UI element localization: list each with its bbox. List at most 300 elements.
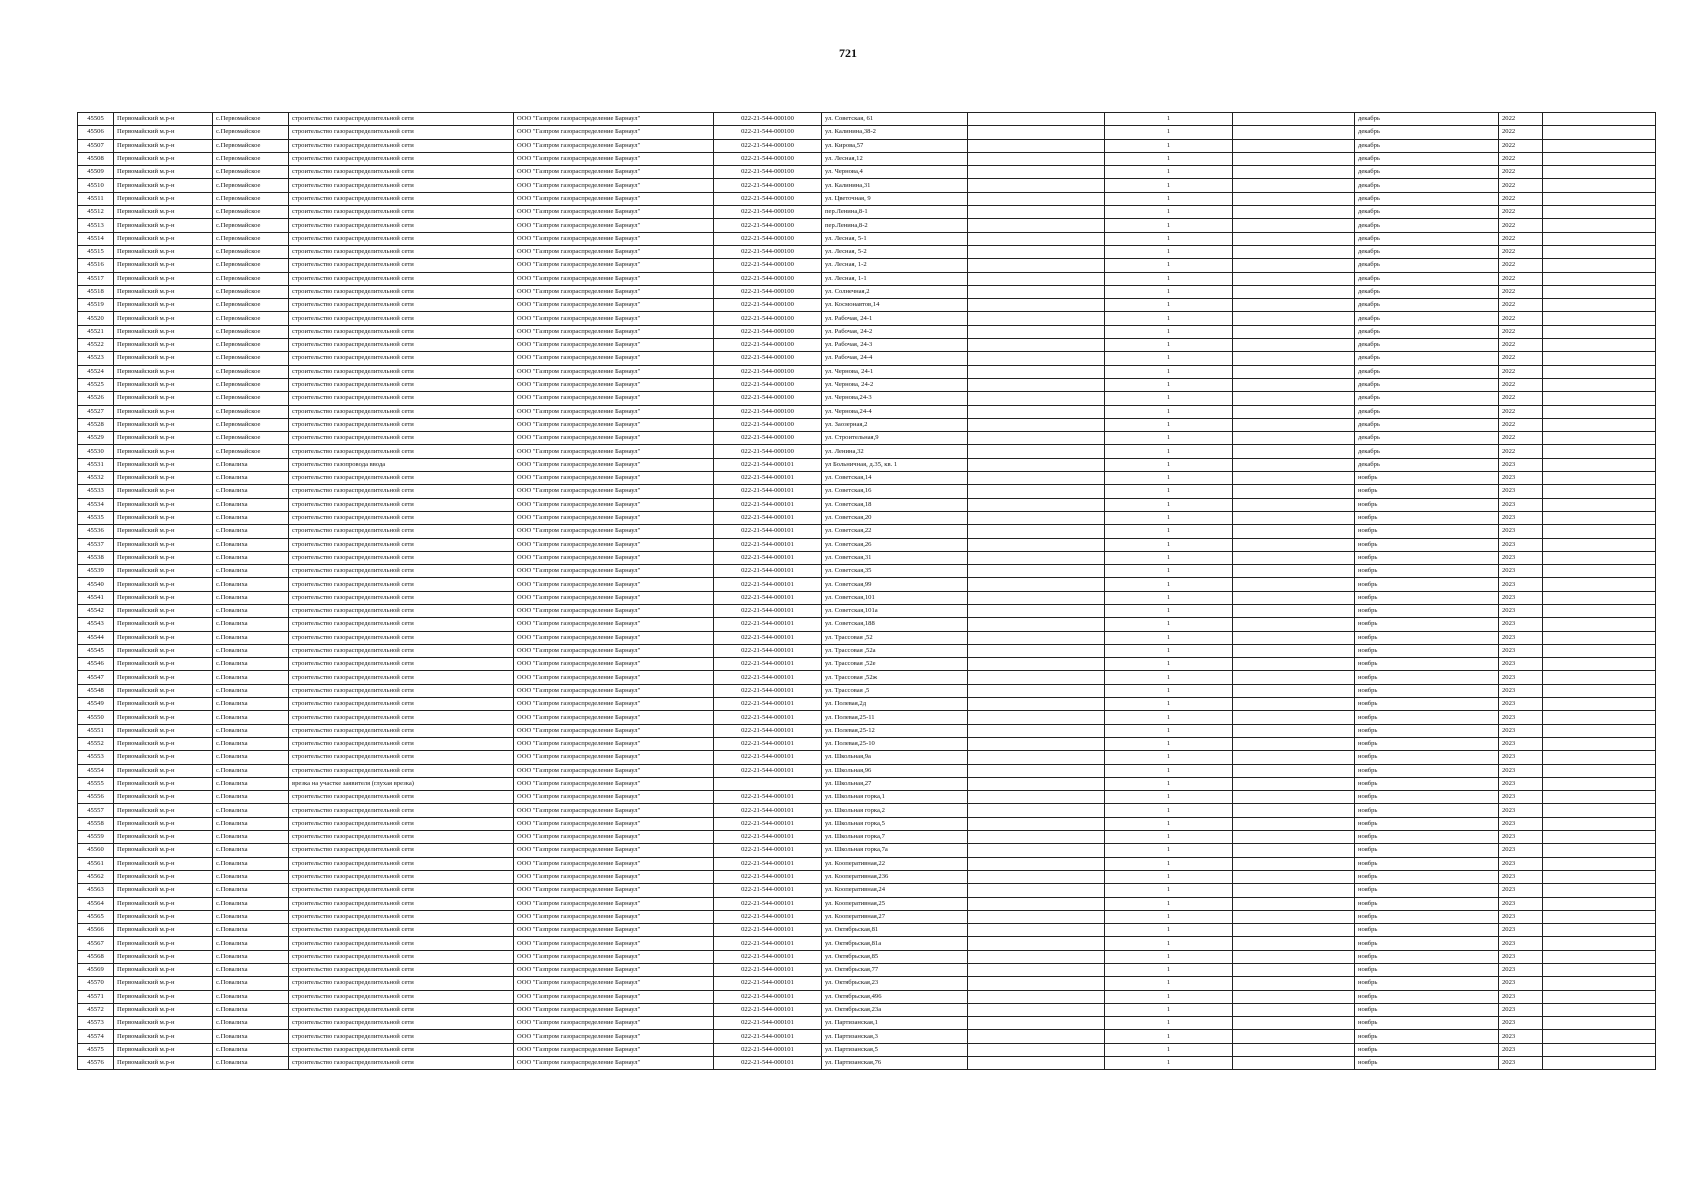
table-row — [78, 325, 1656, 338]
cell-contract-number: 022-21-544-000100 — [714, 272, 822, 285]
cell-empty — [968, 950, 1105, 963]
cell-quantity: 1 — [1105, 804, 1233, 817]
cell-empty — [1543, 113, 1656, 126]
cell-address: ул. Советская,16 — [822, 485, 968, 498]
cell-year: 2022 — [1499, 139, 1543, 152]
cell-contract-number: 022-21-544-000101 — [714, 910, 822, 923]
cell-quantity: 1 — [1105, 245, 1233, 258]
cell-year: 2022 — [1499, 378, 1543, 391]
cell-locality: с.Повалиха — [213, 498, 289, 511]
table-row — [78, 458, 1656, 471]
cell-work-type: строительство газораспределительной сети — [289, 924, 514, 937]
cell-id: 45557 — [78, 804, 114, 817]
cell-work-type: строительство газораспределительной сети — [289, 139, 514, 152]
cell-work-type: строительство газораспределительной сети — [289, 325, 514, 338]
cell-locality: с.Повалиха — [213, 525, 289, 538]
cell-id: 45527 — [78, 405, 114, 418]
cell-district: Первомайский м.р-н — [114, 950, 213, 963]
cell-empty — [968, 285, 1105, 298]
cell-year: 2022 — [1499, 245, 1543, 258]
cell-district: Первомайский м.р-н — [114, 764, 213, 777]
cell-quantity: 1 — [1105, 964, 1233, 977]
cell-address: ул. Лесная,12 — [822, 152, 968, 165]
cell-contract-number: 022-21-544-000100 — [714, 285, 822, 298]
cell-work-type: строительство газораспределительной сети — [289, 724, 514, 737]
cell-quantity: 1 — [1105, 950, 1233, 963]
cell-work-type: строительство газораспределительной сети — [289, 339, 514, 352]
cell-work-type: строительство газораспределительной сети — [289, 578, 514, 591]
cell-empty — [968, 804, 1105, 817]
cell-month: ноябрь — [1355, 937, 1499, 950]
cell-empty — [968, 817, 1105, 830]
cell-empty — [1233, 671, 1355, 684]
cell-year: 2023 — [1499, 644, 1543, 657]
cell-quantity: 1 — [1105, 777, 1233, 790]
cell-address: ул. Трассовая ,5 — [822, 684, 968, 697]
cell-district: Первомайский м.р-н — [114, 285, 213, 298]
cell-month: ноябрь — [1355, 817, 1499, 830]
cell-locality: с.Повалиха — [213, 737, 289, 750]
cell-address: ул. Трассовая ,52е — [822, 658, 968, 671]
cell-month: ноябрь — [1355, 964, 1499, 977]
cell-empty — [968, 777, 1105, 790]
cell-month: ноябрь — [1355, 1057, 1499, 1070]
cell-empty — [1543, 884, 1656, 897]
cell-id: 45560 — [78, 844, 114, 857]
cell-locality: с.Первомайское — [213, 352, 289, 365]
cell-quantity: 1 — [1105, 751, 1233, 764]
cell-work-type: строительство газораспределительной сети — [289, 551, 514, 564]
cell-empty — [1233, 245, 1355, 258]
cell-empty — [1233, 458, 1355, 471]
cell-year: 2023 — [1499, 910, 1543, 923]
cell-year: 2023 — [1499, 591, 1543, 604]
cell-id: 45535 — [78, 511, 114, 524]
cell-locality: с.Первомайское — [213, 245, 289, 258]
cell-quantity: 1 — [1105, 711, 1233, 724]
cell-id: 45517 — [78, 272, 114, 285]
cell-year: 2022 — [1499, 179, 1543, 192]
cell-locality: с.Повалиха — [213, 910, 289, 923]
cell-month: ноябрь — [1355, 565, 1499, 578]
cell-id: 45506 — [78, 126, 114, 139]
cell-month: декабрь — [1355, 312, 1499, 325]
cell-work-type: строительство газораспределительной сети — [289, 1057, 514, 1070]
cell-work-type: строительство газораспределительной сети — [289, 910, 514, 923]
cell-empty — [1543, 937, 1656, 950]
cell-empty — [968, 538, 1105, 551]
cell-empty — [1233, 791, 1355, 804]
cell-empty — [1543, 259, 1656, 272]
cell-organization: ООО "Газпром газораспределение Барнаул" — [514, 737, 714, 750]
cell-contract-number: 022-21-544-000100 — [714, 339, 822, 352]
cell-empty — [1233, 977, 1355, 990]
cell-empty — [1233, 751, 1355, 764]
cell-month: ноябрь — [1355, 525, 1499, 538]
cell-contract-number: 022-21-544-000101 — [714, 817, 822, 830]
cell-year: 2023 — [1499, 711, 1543, 724]
cell-empty — [1543, 365, 1656, 378]
cell-work-type: строительство газораспределительной сети — [289, 831, 514, 844]
cell-id: 45518 — [78, 285, 114, 298]
cell-quantity: 1 — [1105, 684, 1233, 697]
cell-work-type: строительство газораспределительной сети — [289, 206, 514, 219]
cell-locality: с.Повалиха — [213, 644, 289, 657]
cell-work-type: строительство газораспределительной сети — [289, 671, 514, 684]
cell-address: ул. Полевая,25-12 — [822, 724, 968, 737]
table-row — [78, 644, 1656, 657]
cell-address: ул. Школьная,96 — [822, 764, 968, 777]
cell-address: ул. Партизанская,3 — [822, 1030, 968, 1043]
cell-locality: с.Повалиха — [213, 604, 289, 617]
cell-empty — [1233, 658, 1355, 671]
cell-id: 45516 — [78, 259, 114, 272]
cell-quantity: 1 — [1105, 764, 1233, 777]
cell-address: ул. Кооперативная,22 — [822, 857, 968, 870]
cell-organization: ООО "Газпром газораспределение Барнаул" — [514, 791, 714, 804]
cell-empty — [968, 924, 1105, 937]
cell-empty — [1543, 764, 1656, 777]
cell-district: Первомайский м.р-н — [114, 312, 213, 325]
cell-year: 2023 — [1499, 525, 1543, 538]
cell-address: ул. Чернова,24-4 — [822, 405, 968, 418]
cell-empty — [968, 179, 1105, 192]
cell-month: декабрь — [1355, 365, 1499, 378]
cell-month: ноябрь — [1355, 498, 1499, 511]
cell-locality: с.Повалиха — [213, 1017, 289, 1030]
cell-work-type: строительство газораспределительной сети — [289, 684, 514, 697]
table-row — [78, 924, 1656, 937]
cell-address: ул. Трассовая ,52ж — [822, 671, 968, 684]
table-row — [78, 472, 1656, 485]
cell-work-type: строительство газораспределительной сети — [289, 365, 514, 378]
cell-empty — [1233, 206, 1355, 219]
cell-empty — [1543, 777, 1656, 790]
cell-district: Первомайский м.р-н — [114, 152, 213, 165]
cell-empty — [1233, 764, 1355, 777]
cell-year: 2023 — [1499, 950, 1543, 963]
cell-work-type: строительство газораспределительной сети — [289, 113, 514, 126]
cell-quantity: 1 — [1105, 658, 1233, 671]
cell-empty — [1233, 365, 1355, 378]
cell-organization: ООО "Газпром газораспределение Барнаул" — [514, 511, 714, 524]
cell-locality: с.Первомайское — [213, 285, 289, 298]
cell-empty — [1543, 724, 1656, 737]
cell-locality: с.Повалиха — [213, 458, 289, 471]
cell-district: Первомайский м.р-н — [114, 498, 213, 511]
cell-empty — [1233, 139, 1355, 152]
cell-district: Первомайский м.р-н — [114, 924, 213, 937]
cell-district: Первомайский м.р-н — [114, 219, 213, 232]
cell-empty — [1233, 272, 1355, 285]
cell-contract-number: 022-21-544-000101 — [714, 950, 822, 963]
cell-quantity: 1 — [1105, 432, 1233, 445]
cell-id: 45563 — [78, 884, 114, 897]
cell-id: 45520 — [78, 312, 114, 325]
cell-empty — [1543, 618, 1656, 631]
cell-empty — [1543, 897, 1656, 910]
cell-empty — [1233, 152, 1355, 165]
cell-work-type: строительство газораспределительной сети — [289, 179, 514, 192]
cell-organization: ООО "Газпром газораспределение Барнаул" — [514, 1043, 714, 1056]
cell-empty — [1233, 113, 1355, 126]
cell-id: 45515 — [78, 245, 114, 258]
cell-address: ул. Советская,22 — [822, 525, 968, 538]
cell-district: Первомайский м.р-н — [114, 245, 213, 258]
cell-address: ул. Советская,31 — [822, 551, 968, 564]
cell-empty — [1233, 1030, 1355, 1043]
cell-year: 2022 — [1499, 166, 1543, 179]
cell-id: 45511 — [78, 192, 114, 205]
cell-contract-number: 022-21-544-000101 — [714, 684, 822, 697]
cell-contract-number: 022-21-544-000100 — [714, 245, 822, 258]
cell-district: Первомайский м.р-н — [114, 525, 213, 538]
cell-empty — [968, 418, 1105, 431]
cell-organization: ООО "Газпром газораспределение Барнаул" — [514, 724, 714, 737]
cell-organization: ООО "Газпром газораспределение Барнаул" — [514, 179, 714, 192]
cell-address: ул. Школьная горка,1 — [822, 791, 968, 804]
cell-address: ул. Партизанская,76 — [822, 1057, 968, 1070]
cell-quantity: 1 — [1105, 352, 1233, 365]
cell-district: Первомайский м.р-н — [114, 937, 213, 950]
cell-work-type: строительство газораспределительной сети — [289, 1043, 514, 1056]
cell-address: ул. Трассовая ,52 — [822, 631, 968, 644]
cell-year: 2022 — [1499, 285, 1543, 298]
cell-district: Первомайский м.р-н — [114, 698, 213, 711]
cell-work-type: строительство газораспределительной сети — [289, 219, 514, 232]
cell-year: 2023 — [1499, 498, 1543, 511]
cell-empty — [1233, 565, 1355, 578]
cell-address: ул. Школьная,9а — [822, 751, 968, 764]
cell-empty — [1543, 977, 1656, 990]
cell-empty — [1543, 1030, 1656, 1043]
cell-work-type: строительство газораспределительной сети — [289, 192, 514, 205]
cell-contract-number: 022-21-544-000101 — [714, 791, 822, 804]
cell-organization: ООО "Газпром газораспределение Барнаул" — [514, 698, 714, 711]
cell-empty — [1233, 950, 1355, 963]
cell-year: 2023 — [1499, 884, 1543, 897]
cell-contract-number: 022-21-544-000100 — [714, 418, 822, 431]
cell-organization: ООО "Газпром газораспределение Барнаул" — [514, 1057, 714, 1070]
cell-district: Первомайский м.р-н — [114, 458, 213, 471]
cell-year: 2022 — [1499, 152, 1543, 165]
table-row — [78, 897, 1656, 910]
cell-year: 2023 — [1499, 870, 1543, 883]
cell-address: ул. Школьная горка,5 — [822, 817, 968, 830]
cell-year: 2023 — [1499, 538, 1543, 551]
cell-work-type: строительство газораспределительной сети — [289, 299, 514, 312]
cell-organization: ООО "Газпром газораспределение Барнаул" — [514, 684, 714, 697]
cell-empty — [1543, 964, 1656, 977]
cell-work-type: строительство газораспределительной сети — [289, 737, 514, 750]
cell-district: Первомайский м.р-н — [114, 206, 213, 219]
cell-year: 2022 — [1499, 325, 1543, 338]
cell-empty — [1233, 578, 1355, 591]
cell-empty — [1543, 671, 1656, 684]
cell-empty — [1233, 884, 1355, 897]
cell-locality: с.Повалиха — [213, 884, 289, 897]
cell-district: Первомайский м.р-н — [114, 870, 213, 883]
cell-district: Первомайский м.р-н — [114, 1030, 213, 1043]
cell-quantity: 1 — [1105, 897, 1233, 910]
cell-quantity: 1 — [1105, 857, 1233, 870]
cell-organization: ООО "Газпром газораспределение Барнаул" — [514, 897, 714, 910]
cell-id: 45558 — [78, 817, 114, 830]
cell-empty — [968, 870, 1105, 883]
cell-locality: с.Первомайское — [213, 219, 289, 232]
cell-contract-number: 022-21-544-000100 — [714, 179, 822, 192]
cell-empty — [1543, 219, 1656, 232]
cell-contract-number: 022-21-544-000101 — [714, 751, 822, 764]
table-row — [78, 378, 1656, 391]
cell-empty — [1543, 485, 1656, 498]
cell-empty — [1543, 352, 1656, 365]
cell-organization: ООО "Газпром газораспределение Барнаул" — [514, 924, 714, 937]
cell-district: Первомайский м.р-н — [114, 565, 213, 578]
cell-district: Первомайский м.р-н — [114, 1003, 213, 1016]
cell-empty — [1543, 631, 1656, 644]
cell-work-type: строительство газораспределительной сети — [289, 950, 514, 963]
cell-district: Первомайский м.р-н — [114, 977, 213, 990]
cell-locality: с.Повалиха — [213, 618, 289, 631]
table-row — [78, 179, 1656, 192]
cell-work-type: строительство газораспределительной сети — [289, 990, 514, 1003]
cell-empty — [968, 299, 1105, 312]
cell-work-type: строительство газораспределительной сети — [289, 352, 514, 365]
cell-month: ноябрь — [1355, 977, 1499, 990]
cell-empty — [968, 259, 1105, 272]
cell-district: Первомайский м.р-н — [114, 910, 213, 923]
cell-month: декабрь — [1355, 139, 1499, 152]
cell-locality: с.Повалиха — [213, 472, 289, 485]
cell-quantity: 1 — [1105, 791, 1233, 804]
cell-empty — [968, 631, 1105, 644]
cell-contract-number: 022-21-544-000101 — [714, 831, 822, 844]
cell-month: ноябрь — [1355, 684, 1499, 697]
cell-month: декабрь — [1355, 325, 1499, 338]
cell-empty — [968, 405, 1105, 418]
cell-empty — [1233, 1057, 1355, 1070]
cell-month: ноябрь — [1355, 737, 1499, 750]
cell-year: 2023 — [1499, 764, 1543, 777]
cell-quantity: 1 — [1105, 219, 1233, 232]
cell-locality: с.Повалиха — [213, 578, 289, 591]
cell-organization: ООО "Газпром газораспределение Барнаул" — [514, 113, 714, 126]
cell-organization: ООО "Газпром газораспределение Барнаул" — [514, 418, 714, 431]
cell-empty — [1543, 511, 1656, 524]
cell-work-type: строительство газораспределительной сети — [289, 432, 514, 445]
cell-address: ул. Школьная горка,2 — [822, 804, 968, 817]
cell-quantity: 1 — [1105, 166, 1233, 179]
cell-empty — [1543, 551, 1656, 564]
cell-district: Первомайский м.р-н — [114, 126, 213, 139]
cell-contract-number: 022-21-544-000100 — [714, 192, 822, 205]
cell-contract-number: 022-21-544-000101 — [714, 711, 822, 724]
cell-month: ноябрь — [1355, 511, 1499, 524]
table-row — [78, 538, 1656, 551]
cell-district: Первомайский м.р-н — [114, 538, 213, 551]
cell-contract-number: 022-21-544-000100 — [714, 232, 822, 245]
cell-contract-number: 022-21-544-000101 — [714, 1043, 822, 1056]
cell-district: Первомайский м.р-н — [114, 804, 213, 817]
cell-address: ул. Октябрьская,23 — [822, 977, 968, 990]
cell-empty — [1233, 192, 1355, 205]
cell-district: Первомайский м.р-н — [114, 472, 213, 485]
cell-quantity: 1 — [1105, 405, 1233, 418]
cell-id: 45569 — [78, 964, 114, 977]
cell-work-type: строительство газораспределительной сети — [289, 791, 514, 804]
table-row — [78, 245, 1656, 258]
cell-district: Первомайский м.р-н — [114, 432, 213, 445]
cell-work-type: строительство газораспределительной сети — [289, 285, 514, 298]
cell-id: 45505 — [78, 113, 114, 126]
cell-empty — [1233, 937, 1355, 950]
cell-organization: ООО "Газпром газораспределение Барнаул" — [514, 472, 714, 485]
cell-year: 2022 — [1499, 445, 1543, 458]
cell-empty — [1233, 392, 1355, 405]
cell-empty — [1233, 737, 1355, 750]
cell-empty — [1543, 432, 1656, 445]
cell-empty — [968, 990, 1105, 1003]
cell-locality: с.Первомайское — [213, 152, 289, 165]
cell-empty — [1543, 844, 1656, 857]
cell-work-type: строительство газораспределительной сети — [289, 312, 514, 325]
cell-locality: с.Первомайское — [213, 232, 289, 245]
cell-empty — [1543, 924, 1656, 937]
cell-work-type: строительство газораспределительной сети — [289, 511, 514, 524]
cell-month: декабрь — [1355, 113, 1499, 126]
cell-empty — [1543, 791, 1656, 804]
cell-locality: с.Первомайское — [213, 206, 289, 219]
cell-empty — [1233, 924, 1355, 937]
cell-work-type: строительство газораспределительной сети — [289, 964, 514, 977]
cell-work-type: строительство газораспределительной сети — [289, 698, 514, 711]
cell-year: 2023 — [1499, 578, 1543, 591]
cell-empty — [968, 751, 1105, 764]
cell-empty — [1233, 339, 1355, 352]
cell-district: Первомайский м.р-н — [114, 192, 213, 205]
cell-district: Первомайский м.р-н — [114, 139, 213, 152]
cell-month: ноябрь — [1355, 844, 1499, 857]
cell-organization: ООО "Газпром газораспределение Барнаул" — [514, 990, 714, 1003]
cell-contract-number: 022-21-544-000100 — [714, 126, 822, 139]
cell-month: ноябрь — [1355, 618, 1499, 631]
cell-empty — [1543, 312, 1656, 325]
cell-work-type: строительство газораспределительной сети — [289, 751, 514, 764]
cell-quantity: 1 — [1105, 591, 1233, 604]
table-row — [78, 671, 1656, 684]
table-row — [78, 498, 1656, 511]
cell-empty — [1233, 166, 1355, 179]
cell-organization: ООО "Газпром газораспределение Барнаул" — [514, 1030, 714, 1043]
cell-empty — [968, 964, 1105, 977]
cell-organization: ООО "Газпром газораспределение Барнаул" — [514, 152, 714, 165]
cell-empty — [1233, 831, 1355, 844]
cell-district: Первомайский м.р-н — [114, 791, 213, 804]
cell-contract-number: 022-21-544-000100 — [714, 312, 822, 325]
cell-locality: с.Повалиха — [213, 511, 289, 524]
cell-contract-number: 022-21-544-000101 — [714, 724, 822, 737]
cell-empty — [1233, 285, 1355, 298]
cell-id: 45551 — [78, 724, 114, 737]
cell-organization: ООО "Газпром газораспределение Барнаул" — [514, 192, 714, 205]
cell-locality: с.Первомайское — [213, 192, 289, 205]
cell-work-type: строительство газораспределительной сети — [289, 857, 514, 870]
cell-district: Первомайский м.р-н — [114, 511, 213, 524]
cell-year: 2023 — [1499, 565, 1543, 578]
cell-id: 45575 — [78, 1043, 114, 1056]
cell-address: ул. Советская,26 — [822, 538, 968, 551]
